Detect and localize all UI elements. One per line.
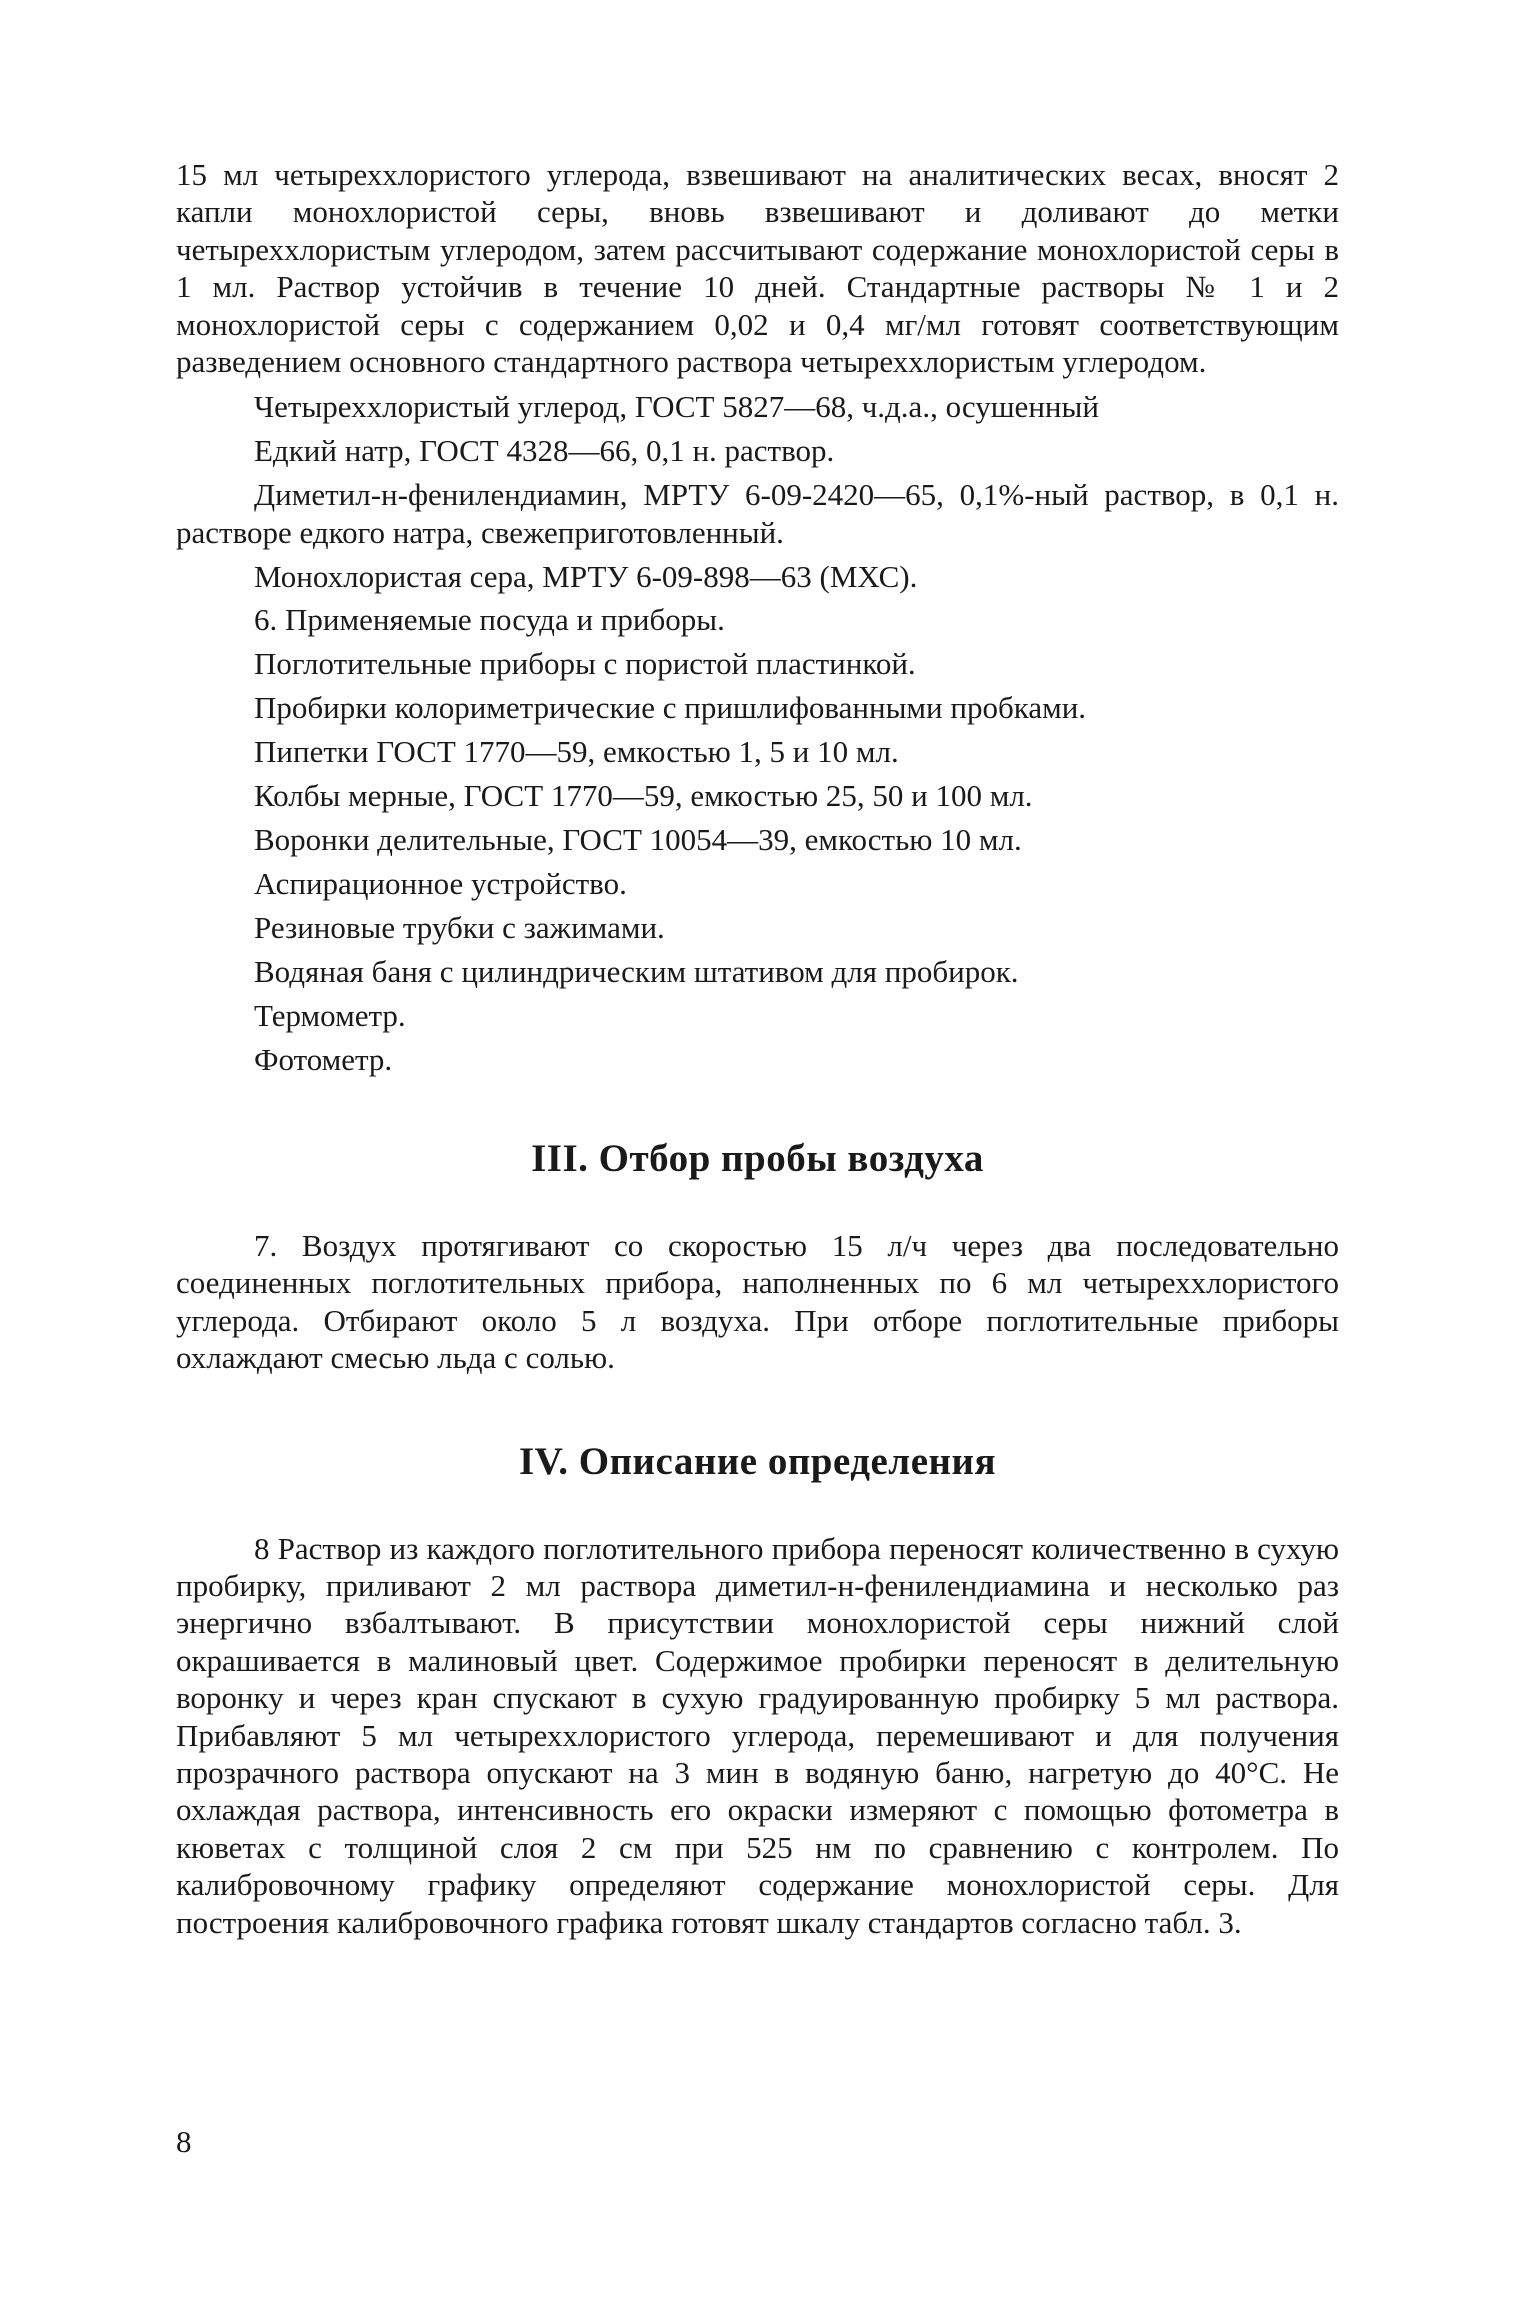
equipment-item: Колбы мерные, ГОСТ 1770—59, емкостью 25, 50 и 100 мл. (254, 778, 1033, 814)
reagent-item-long: Диметил-н-фенилендиамин, МРТУ 6-09-2420—65, 0,1%-ный раствор, в 0,1 н. растворе едкого натра, свежеприготовленный. (176, 477, 1339, 550)
sampling-paragraph: 7. Воздух протягивают со скоростью 15 л/ч через два последовательно соединенных поглотительных прибора, наполненных по 6 мл четыреххлористого углерода. Отбирают около 5 л воздуха. При отборе поглотительные приборы охлаждают смесью льда с солью. (176, 1227, 1339, 1376)
equipment-item: Пробирки колориметрические с пришлифованными пробками. (254, 690, 1087, 726)
page-number: 8 (176, 2124, 192, 2159)
equipment-item: Поглотительные приборы с пористой пластинкой. (254, 646, 916, 682)
equipment-item: Пипетки ГОСТ 1770—59, емкостью 1, 5 и 10 мл. (254, 734, 899, 770)
equipment-item: Аспирационное устройство. (254, 865, 627, 901)
equipment-item: Водяная баня с цилиндрическим штативом для пробирок. (254, 953, 1019, 989)
equipment-item: Термометр. (254, 997, 406, 1033)
section-heading-procedure: IV. Описание определения (518, 1439, 997, 1483)
reagent-item: Монохлористая сера, МРТУ 6-09-898—63 (МХС). (254, 558, 918, 594)
reagent-item: Четыреххлористый углерод, ГОСТ 5827—68, ч.д.а., осушенный (254, 389, 1099, 425)
equipment-item: Воронки делительные, ГОСТ 10054—39, емкостью 10 мл. (254, 822, 1022, 857)
equipment-item: Резиновые трубки с зажимами. (254, 909, 665, 945)
procedure-paragraph: 8 Раствор из каждого поглотительного прибора переносят количественно в сухую пробирку, приливают 2 мл раствора диметил-н-фенилендиамина и несколько раз энергично взбалтывают. В присутствии монохлористой серы нижний слой окрашивается в малиновый цвет. Содержимое пробирки переносят в делительную воронку и через кран спускают в сухую градуированную пробирку 5 мл раствора. Прибавляют 5 мл четыреххлористого углерода, перемешивают и для получения прозрачного раствора опускают на 3 мин в водяную баню, нагретую до 40°С. Не охлаждая раствора, интенсивность его окраски измеряют с помощью фотометра в кюветах с толщиной слоя 2 см при 525 нм по сравнению с контролем. По калибровочному графику определяют содержание монохлористой серы. Для построения калибровочного графика готовят шкалу стандартов согласно табл. 3. (176, 1530, 1339, 1940)
reagent-item: Едкий натр, ГОСТ 4328—66, 0,1 н. раствор. (254, 433, 835, 469)
page-body (176, 156, 1339, 1941)
intro-paragraph: 15 мл четыреххлористого углерода, взвешивают на аналитических весах, вносят 2 капли монохлористой серы, вновь взвешивают и доливают до метки четыреххлористым углеродом, затем рассчитывают содержание монохлористой серы в 1 мл. Раствор устойчив в течение 10 дней. Стандартные растворы № 1 и 2 монохлористой серы с содержанием 0,02 и 0,4 мг/мл готовят соответствующим разведением основного стандартного раствора четыреххлористым углеродом. (176, 157, 1339, 380)
equipment-heading: 6. Применяемые посуда и приборы. (254, 602, 725, 638)
section-heading-sampling: III. Отбор пробы воздуха (531, 1136, 984, 1180)
equipment-item: Фотометр. (254, 1041, 393, 1077)
